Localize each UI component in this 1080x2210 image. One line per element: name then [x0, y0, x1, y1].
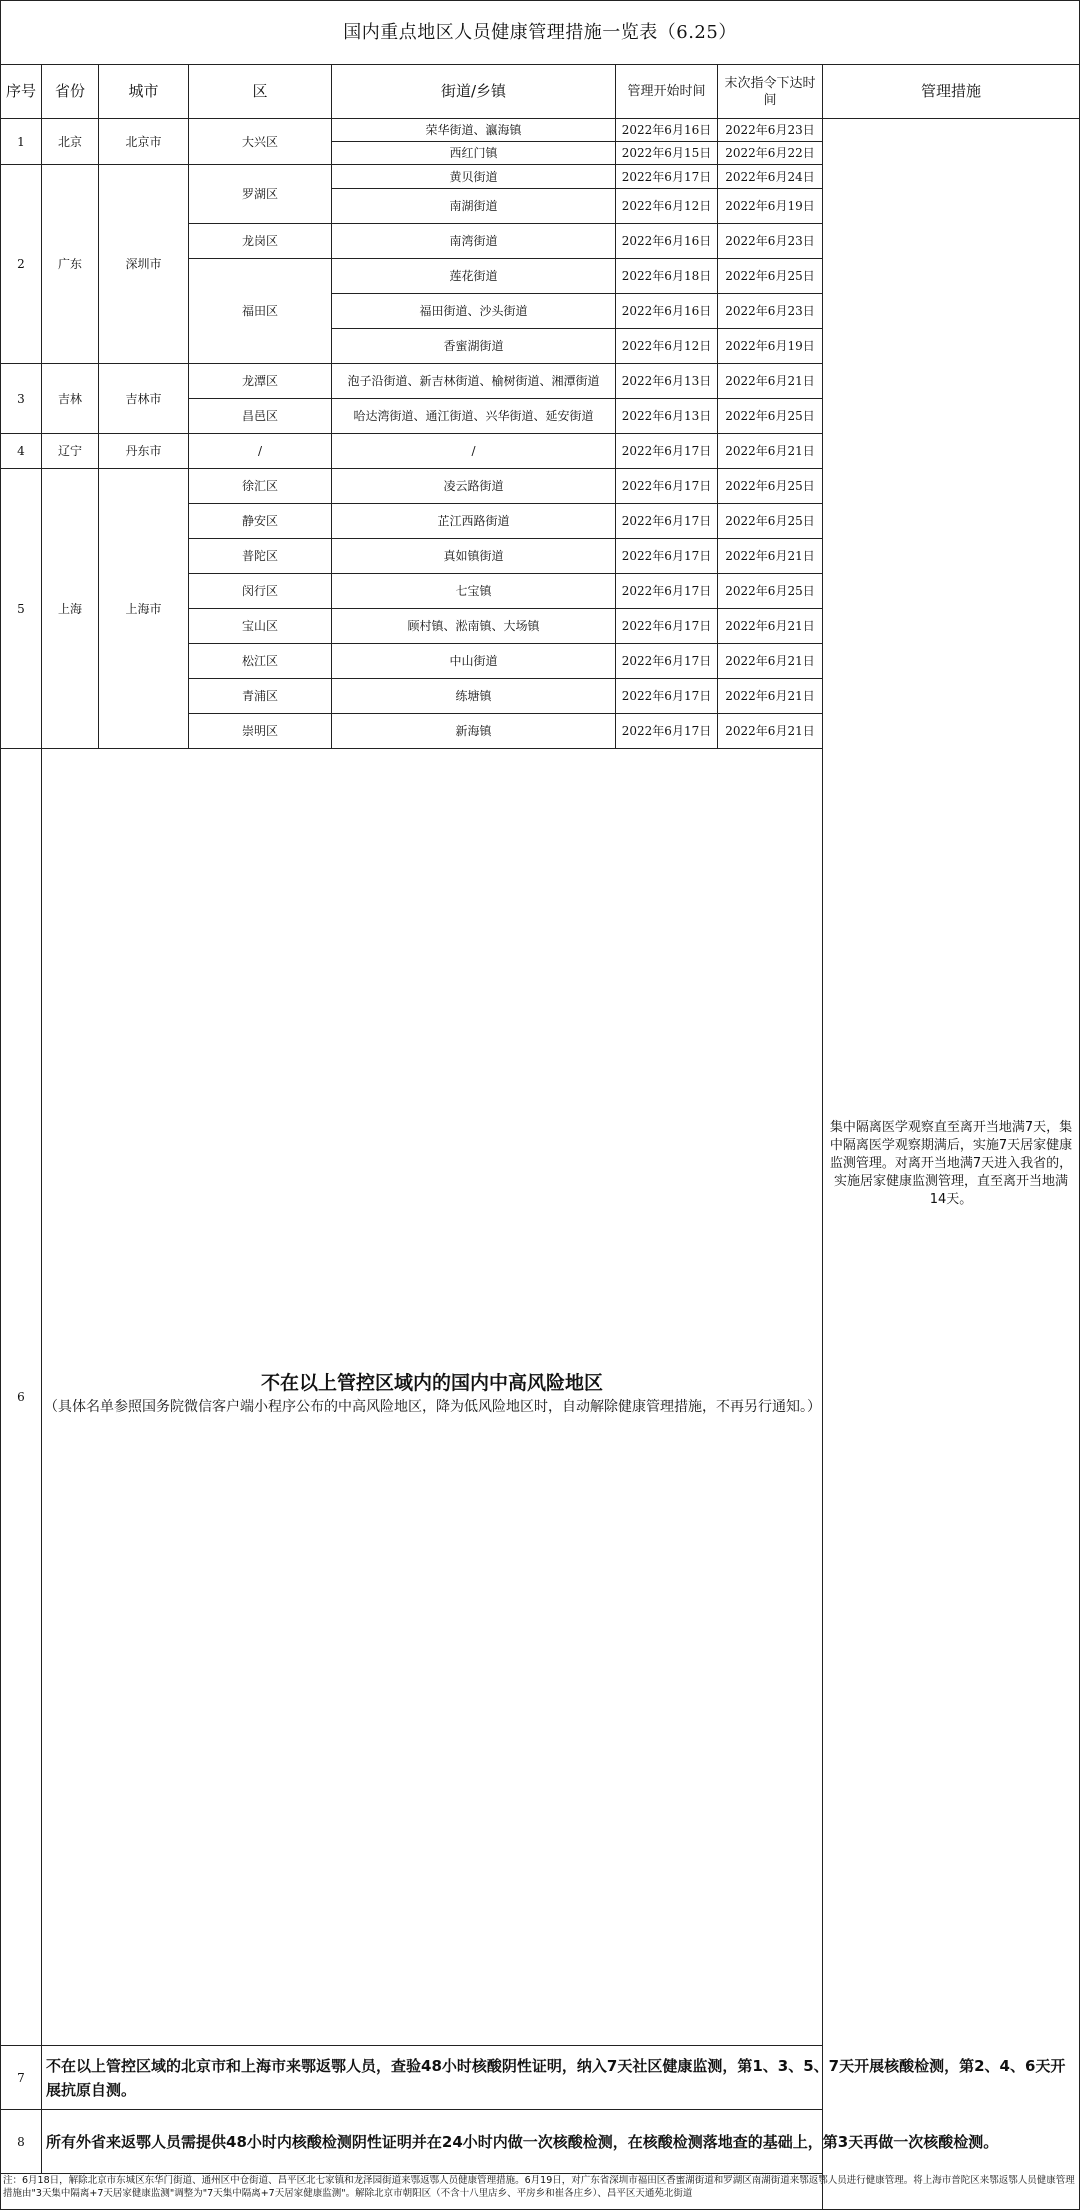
header-start: 管理开始时间 — [616, 65, 718, 119]
cell-measure-main: 集中隔离医学观察直至离开当地满7天，集中隔离医学观察期满后，实施7天居家健康监测管理。对离开当地满7天进入我省的，实施居家健康监测管理，直至离开当地满14天。 — [823, 119, 1080, 2210]
cell-last: 2022年6月25日 — [718, 574, 823, 609]
cell-start: 2022年6月17日 — [616, 539, 718, 574]
cell-seq: 5 — [1, 469, 42, 749]
cell-seq: 4 — [1, 434, 42, 469]
cell-province: 辽宁 — [42, 434, 99, 469]
cell-district: 龙岗区 — [189, 224, 332, 259]
cell-start: 2022年6月13日 — [616, 399, 718, 434]
cell-rule-bj-sh: 不在以上管控区域的北京市和上海市来鄂返鄂人员，查验48小时核酸阴性证明，纳入7天社区健康监测，第1、3、5、7天开展核酸检测，第2、4、6天开展抗原自测。 — [42, 2046, 1080, 2110]
cell-seq: 2 — [1, 165, 42, 364]
cell-last: 2022年6月25日 — [718, 399, 823, 434]
cell-last: 2022年6月23日 — [718, 119, 823, 142]
cell-last: 2022年6月21日 — [718, 539, 823, 574]
cell-street: 福田街道、沙头街道 — [332, 294, 616, 329]
cell-last: 2022年6月25日 — [718, 469, 823, 504]
header-seq: 序号 — [1, 65, 42, 119]
cell-start: 2022年6月17日 — [616, 574, 718, 609]
table-row — [1, 2046, 1080, 2110]
cell-province: 北京 — [42, 119, 99, 165]
cell-start: 2022年6月16日 — [616, 119, 718, 142]
cell-district: 青浦区 — [189, 679, 332, 714]
cell-province: 吉林 — [42, 364, 99, 434]
cell-start: 2022年6月12日 — [616, 189, 718, 224]
cell-district: 徐汇区 — [189, 469, 332, 504]
cell-street: 南湖街道 — [332, 189, 616, 224]
cell-last: 2022年6月21日 — [718, 714, 823, 749]
cell-street: 七宝镇 — [332, 574, 616, 609]
page-title: 国内重点地区人员健康管理措施一览表（6.25） — [1, 1, 1080, 65]
cell-street: 荣华街道、瀛海镇 — [332, 119, 616, 142]
cell-last: 2022年6月25日 — [718, 504, 823, 539]
cell-last: 2022年6月23日 — [718, 294, 823, 329]
risk-area-title: 不在以上管控区域内的国内中高风险地区 — [260, 1372, 603, 1394]
cell-start: 2022年6月18日 — [616, 259, 718, 294]
cell-district: 罗湖区 — [189, 165, 332, 224]
cell-district: 大兴区 — [189, 119, 332, 165]
cell-street: 黄贝街道 — [332, 165, 616, 189]
cell-start: 2022年6月15日 — [616, 142, 718, 165]
cell-street: 新海镇 — [332, 714, 616, 749]
cell-last: 2022年6月25日 — [718, 259, 823, 294]
cell-start: 2022年6月17日 — [616, 714, 718, 749]
cell-start: 2022年6月17日 — [616, 504, 718, 539]
header-district: 区 — [189, 65, 332, 119]
cell-district: / — [189, 434, 332, 469]
footnote: 注：6月18日，解除北京市东城区东华门街道、通州区中仓街道、昌平区北七家镇和龙泽园街道来鄂返鄂人员健康管理措施。6月19日，对广东省深圳市福田区香蜜湖街道和罗湖区南湖街道来鄂返鄂人员进行健康管理。将上海市普陀区来鄂返鄂人员健康管理措施由"3天集中隔离+7天居家健康监测"调整为"7天集中隔离+7天居家健康监测"。解除北京市朝阳区（不含十八里店乡、平房乡和崔各庄乡）、昌平区天通苑北街道 — [1, 2174, 1080, 2210]
cell-street: 练塘镇 — [332, 679, 616, 714]
cell-street: 哈达湾街道、通江街道、兴华街道、延安街道 — [332, 399, 616, 434]
cell-last: 2022年6月23日 — [718, 224, 823, 259]
cell-street: 真如镇街道 — [332, 539, 616, 574]
cell-seq: 6 — [1, 749, 42, 2046]
cell-street: 西红门镇 — [332, 142, 616, 165]
cell-risk-area — [42, 749, 823, 2046]
header-row — [1, 65, 1080, 119]
cell-start: 2022年6月16日 — [616, 294, 718, 329]
cell-city: 吉林市 — [99, 364, 189, 434]
cell-street: 顾村镇、淞南镇、大场镇 — [332, 609, 616, 644]
cell-seq: 3 — [1, 364, 42, 434]
cell-last: 2022年6月21日 — [718, 679, 823, 714]
cell-district: 宝山区 — [189, 609, 332, 644]
cell-street: 中山街道 — [332, 644, 616, 679]
cell-last: 2022年6月21日 — [718, 609, 823, 644]
cell-district: 昌邑区 — [189, 399, 332, 434]
cell-start: 2022年6月17日 — [616, 469, 718, 504]
cell-street: 泡子沿街道、新吉林街道、榆树街道、湘潭街道 — [332, 364, 616, 399]
cell-district: 静安区 — [189, 504, 332, 539]
cell-street: 南湾街道 — [332, 224, 616, 259]
cell-start: 2022年6月17日 — [616, 644, 718, 679]
header-city: 城市 — [99, 65, 189, 119]
cell-last: 2022年6月24日 — [718, 165, 823, 189]
cell-street: 莲花街道 — [332, 259, 616, 294]
cell-last: 2022年6月21日 — [718, 434, 823, 469]
cell-city: 北京市 — [99, 119, 189, 165]
header-province: 省份 — [42, 65, 99, 119]
cell-start: 2022年6月16日 — [616, 224, 718, 259]
table-row — [1, 119, 1080, 142]
cell-district: 普陀区 — [189, 539, 332, 574]
cell-start: 2022年6月17日 — [616, 679, 718, 714]
cell-last: 2022年6月19日 — [718, 329, 823, 364]
cell-start: 2022年6月12日 — [616, 329, 718, 364]
cell-start: 2022年6月17日 — [616, 609, 718, 644]
cell-province: 广东 — [42, 165, 99, 364]
cell-district: 松江区 — [189, 644, 332, 679]
cell-district: 闵行区 — [189, 574, 332, 609]
header-street: 街道/乡镇 — [332, 65, 616, 119]
cell-province: 上海 — [42, 469, 99, 749]
cell-district: 龙潭区 — [189, 364, 332, 399]
cell-last: 2022年6月19日 — [718, 189, 823, 224]
cell-street: 凌云路街道 — [332, 469, 616, 504]
cell-district: 崇明区 — [189, 714, 332, 749]
cell-seq: 1 — [1, 119, 42, 165]
cell-rule-other-provinces: 所有外省来返鄂人员需提供48小时内核酸检测阴性证明并在24小时内做一次核酸检测，在核酸检测落地查的基础上，第3天再做一次核酸检测。 — [42, 2110, 1080, 2174]
header-last: 末次指令下达时间 — [718, 65, 823, 119]
risk-area-note: （具体名单参照国务院微信客户端小程序公布的中高风险地区，降为低风险地区时，自动解除健康管理措施，不再另行通知。） — [44, 1399, 821, 1415]
cell-last: 2022年6月21日 — [718, 364, 823, 399]
cell-street: 香蜜湖街道 — [332, 329, 616, 364]
cell-start: 2022年6月17日 — [616, 165, 718, 189]
table-row — [1, 2110, 1080, 2174]
cell-last: 2022年6月21日 — [718, 644, 823, 679]
header-measure: 管理措施 — [823, 65, 1080, 119]
cell-seq: 8 — [1, 2110, 42, 2174]
cell-city: 丹东市 — [99, 434, 189, 469]
cell-start: 2022年6月13日 — [616, 364, 718, 399]
cell-start: 2022年6月17日 — [616, 434, 718, 469]
cell-street: 芷江西路街道 — [332, 504, 616, 539]
cell-street: / — [332, 434, 616, 469]
cell-city: 深圳市 — [99, 165, 189, 364]
cell-city: 上海市 — [99, 469, 189, 749]
cell-seq: 7 — [1, 2046, 42, 2110]
cell-last: 2022年6月22日 — [718, 142, 823, 165]
cell-district: 福田区 — [189, 259, 332, 364]
